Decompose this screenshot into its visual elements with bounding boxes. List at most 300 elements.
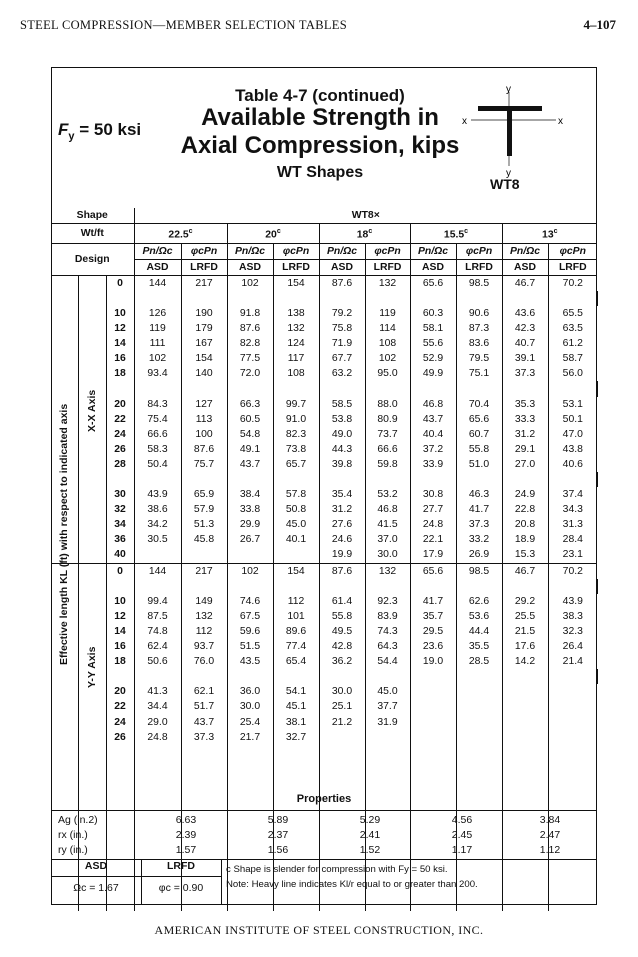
value-cell [365, 730, 410, 745]
asd-head: ASD [319, 259, 365, 275]
property-value: 1.56 [267, 844, 289, 856]
value-cell: 33.8 [227, 502, 273, 517]
value-cell [456, 699, 502, 714]
value-cell: 87.6 [319, 563, 365, 579]
value-cell: 79.5 [456, 351, 502, 366]
value-cell: 39.1 [502, 351, 548, 366]
value-cell: 117 [273, 351, 319, 366]
asd-head: ASD [134, 259, 181, 275]
value-cell: 51.7 [181, 699, 227, 714]
axis-x-right: x [558, 116, 563, 127]
value-cell: 19.9 [319, 547, 365, 563]
strength-table [51, 208, 598, 911]
value-cell: 57.9 [181, 502, 227, 517]
value-cell: 126 [134, 306, 181, 321]
value-cell: 20.8 [502, 517, 548, 532]
kl-cell [106, 760, 134, 775]
value-cell [273, 472, 319, 487]
value-cell: 217 [181, 563, 227, 579]
axis-col [78, 321, 106, 336]
value-cell: 93.7 [181, 639, 227, 654]
spacer-row [51, 669, 597, 684]
value-cell: 179 [181, 321, 227, 336]
value-cell: 43.7 [181, 714, 227, 729]
value-cell: 65.5 [562, 307, 583, 319]
yy-row [51, 654, 597, 669]
value-cell: 119 [365, 306, 410, 321]
weight-header: 13$^c$ [502, 224, 597, 243]
value-cell: 64.3 [365, 639, 410, 654]
value-cell: 50.8 [273, 502, 319, 517]
value-cell: 35.7 [410, 609, 456, 624]
weight-header: 15.5$^c$ [410, 224, 502, 243]
axis-col [78, 579, 106, 594]
value-cell: 59.8 [365, 457, 410, 472]
value-cell: 70.2 [562, 565, 583, 577]
lrfd-label: LRFD [167, 860, 195, 872]
value-cell [181, 745, 227, 760]
value-cell: 43.8 [562, 443, 583, 455]
axis-col [78, 472, 106, 487]
value-cell [134, 547, 181, 563]
axis-col [78, 275, 106, 291]
value-cell [548, 684, 597, 699]
value-cell [502, 684, 548, 699]
xx-row [51, 275, 597, 291]
value-cell [134, 775, 181, 790]
value-cell: 41.7 [410, 594, 456, 609]
axis-col [51, 336, 78, 351]
value-cell [456, 760, 502, 775]
lrfd-col-head: φcPn [181, 243, 227, 259]
value-cell [319, 291, 365, 306]
value-cell [227, 669, 273, 684]
value-cell: 138 [273, 306, 319, 321]
value-cell [134, 381, 181, 396]
value-cell: 58.7 [562, 353, 583, 365]
asd-col-head: Pn/Ωc [502, 243, 548, 259]
value-cell: 67.5 [227, 609, 273, 624]
kl-cell: 22 [106, 412, 134, 427]
value-cell: 34.3 [562, 504, 583, 516]
value-cell: 34.2 [134, 517, 181, 532]
axis-col [78, 730, 106, 745]
value-cell: 24.6 [319, 532, 365, 547]
property-value: 4.56 [451, 814, 473, 826]
value-cell: 41.3 [134, 684, 181, 699]
property-label: ry (in.) [58, 844, 88, 856]
value-cell: 65.7 [273, 457, 319, 472]
property-value: 2.45 [451, 829, 473, 841]
value-cell [456, 775, 502, 790]
kl-cell: 40 [106, 547, 134, 563]
yy-row [51, 609, 597, 624]
value-cell: 75.8 [319, 321, 365, 336]
value-cell: 51.3 [181, 517, 227, 532]
value-cell [410, 730, 456, 745]
kl-cell: 14 [106, 336, 134, 351]
value-cell [502, 669, 548, 684]
value-cell [502, 291, 548, 306]
axis-col [78, 306, 106, 321]
axis-col [78, 487, 106, 502]
value-cell: 36.2 [319, 654, 365, 669]
value-cell [273, 547, 319, 563]
value-cell: 74.3 [365, 624, 410, 639]
value-cell [319, 775, 365, 790]
value-cell: 63.5 [562, 323, 583, 335]
value-cell: 91.0 [273, 412, 319, 427]
value-cell: 43.9 [562, 595, 583, 607]
value-cell: 50.1 [562, 413, 583, 425]
value-cell [502, 881, 548, 896]
wt-shape-icon [456, 84, 566, 180]
value-cell [227, 745, 273, 760]
value-cell [181, 472, 227, 487]
value-cell: 15.3 [502, 547, 548, 563]
xx-row [51, 351, 597, 366]
value-cell: 55.8 [456, 442, 502, 457]
value-cell [548, 775, 597, 790]
design-label: Design [51, 243, 134, 275]
xx-row [51, 366, 597, 381]
value-cell: 46.8 [410, 397, 456, 412]
value-cell [134, 291, 181, 306]
value-cell [227, 547, 273, 563]
axis-col [78, 745, 106, 760]
value-cell: 21.4 [562, 656, 583, 668]
property-value: 1.52 [359, 844, 381, 856]
value-cell: 75.7 [181, 457, 227, 472]
value-cell [502, 760, 548, 775]
value-cell: 29.1 [502, 442, 548, 457]
value-cell: 43.7 [410, 412, 456, 427]
heavy-line-note: Note: Heavy line indicates Kl/r equal to or greater than 200. [226, 879, 478, 890]
value-cell: 100 [181, 427, 227, 442]
kl-cell: 16 [106, 351, 134, 366]
table-subtitle: WT Shapes [276, 164, 364, 181]
axis-col [51, 699, 78, 714]
xx-row [51, 502, 597, 517]
value-cell: 31.9 [365, 714, 410, 729]
value-cell: 54.8 [227, 427, 273, 442]
value-cell: 119 [134, 321, 181, 336]
value-cell: 93.4 [134, 366, 181, 381]
value-cell: 45.8 [181, 532, 227, 547]
yy-axis-label: Y-Y Axis [86, 646, 98, 688]
value-cell [273, 745, 319, 760]
value-cell [273, 775, 319, 790]
shape-value: WT8× [134, 208, 597, 224]
value-cell: 62.1 [181, 684, 227, 699]
asd-head: ASD [227, 259, 273, 275]
value-cell [227, 291, 273, 306]
value-cell: 101 [273, 609, 319, 624]
value-cell: 102 [365, 351, 410, 366]
value-cell: 108 [273, 366, 319, 381]
yy-row [51, 714, 597, 729]
value-cell [456, 684, 502, 699]
spacer-row [51, 291, 597, 306]
value-cell [319, 669, 365, 684]
value-cell: 63.2 [319, 366, 365, 381]
value-cell: 98.5 [456, 563, 502, 579]
value-cell [227, 381, 273, 396]
value-cell: 82.8 [227, 336, 273, 351]
value-cell [456, 896, 502, 911]
phi-value: φc = 0.90 [158, 882, 204, 894]
value-cell: 50.4 [134, 457, 181, 472]
value-cell: 54.4 [365, 654, 410, 669]
kl-cell: 26 [106, 730, 134, 745]
value-cell: 77.5 [227, 351, 273, 366]
value-cell [273, 760, 319, 775]
kl-cell: 24 [106, 427, 134, 442]
value-cell [548, 896, 597, 911]
value-cell: 51.0 [456, 457, 502, 472]
value-cell: 53.8 [319, 412, 365, 427]
value-cell [319, 472, 365, 487]
value-cell: 54.1 [273, 684, 319, 699]
value-cell [319, 745, 365, 760]
value-cell [548, 865, 597, 880]
lrfd-head: LRFD [181, 259, 227, 275]
value-cell [548, 669, 597, 684]
value-cell: 29.9 [227, 517, 273, 532]
value-cell: 60.5 [227, 412, 273, 427]
weight-header: 20$^c$ [227, 224, 319, 243]
kl-cell: 0 [106, 275, 134, 291]
axis-col [51, 366, 78, 381]
value-cell [502, 865, 548, 880]
property-value: 1.12 [539, 844, 561, 856]
value-cell: 37.2 [410, 442, 456, 457]
value-cell: 32.7 [273, 730, 319, 745]
value-cell: 33.3 [502, 412, 548, 427]
value-cell [273, 896, 319, 911]
value-cell: 70.2 [562, 277, 583, 289]
xx-row [51, 397, 597, 412]
value-cell [456, 291, 502, 306]
value-cell: 144 [134, 563, 181, 579]
lrfd-col-head: φcPn [456, 243, 502, 259]
xx-row [51, 412, 597, 427]
value-cell: 87.6 [319, 275, 365, 291]
value-cell: 154 [273, 563, 319, 579]
kl-cell: 14 [106, 624, 134, 639]
value-cell: 44.4 [456, 624, 502, 639]
value-cell [548, 699, 597, 714]
value-cell: 91.8 [227, 306, 273, 321]
value-cell: 87.6 [181, 442, 227, 457]
value-cell [548, 881, 597, 896]
property-value: 5.29 [359, 814, 381, 826]
value-cell: 144 [134, 275, 181, 291]
value-cell: 27.6 [319, 517, 365, 532]
value-cell [365, 896, 410, 911]
axis-col [78, 517, 106, 532]
value-cell: 26.4 [562, 641, 583, 653]
value-cell [134, 669, 181, 684]
kl-cell [106, 381, 134, 396]
xx-row [51, 517, 597, 532]
kl-cell [106, 775, 134, 790]
spacer-row [51, 579, 597, 594]
value-cell: 76.0 [181, 654, 227, 669]
yy-row [51, 639, 597, 654]
value-cell: 217 [181, 275, 227, 291]
value-cell: 75.4 [134, 412, 181, 427]
value-cell: 132 [273, 321, 319, 336]
value-cell: 56.0 [562, 368, 583, 380]
value-cell [410, 472, 456, 487]
value-cell [548, 291, 597, 306]
value-cell: 31.2 [502, 427, 548, 442]
footer-col-divider-2 [221, 859, 222, 905]
value-cell: 37.3 [456, 517, 502, 532]
table-title-line2: Axial Compression, kips [180, 132, 460, 159]
value-cell: 87.6 [227, 321, 273, 336]
value-cell [181, 760, 227, 775]
axis-x-left: x [462, 116, 467, 127]
property-value: 2.47 [539, 829, 561, 841]
value-cell [181, 579, 227, 594]
axis-col [51, 684, 78, 699]
fy-symbol: F [58, 120, 69, 139]
axis-col [78, 442, 106, 457]
value-cell: 114 [365, 321, 410, 336]
value-cell: 132 [365, 275, 410, 291]
value-cell: 42.3 [502, 321, 548, 336]
value-cell [134, 760, 181, 775]
axis-col [78, 699, 106, 714]
value-cell: 132 [365, 563, 410, 579]
value-cell: 154 [181, 351, 227, 366]
filler-row [51, 745, 597, 760]
value-cell [456, 472, 502, 487]
value-cell [227, 579, 273, 594]
shape-label: WT8 [490, 176, 520, 192]
axis-col [51, 321, 78, 336]
kl-cell: 26 [106, 442, 134, 457]
property-value: 2.39 [175, 829, 197, 841]
value-cell: 53.2 [365, 487, 410, 502]
value-cell: 88.0 [365, 397, 410, 412]
value-cell [181, 669, 227, 684]
value-cell: 102 [227, 563, 273, 579]
value-cell: 65.9 [181, 487, 227, 502]
value-cell [365, 291, 410, 306]
value-cell: 50.6 [134, 654, 181, 669]
property-value: 3.84 [539, 814, 561, 826]
value-cell: 33.9 [410, 457, 456, 472]
value-cell: 132 [181, 609, 227, 624]
properties-title: Properties [296, 793, 352, 805]
value-cell: 25.4 [227, 714, 273, 729]
value-cell: 43.9 [134, 487, 181, 502]
value-cell [227, 760, 273, 775]
yy-row [51, 594, 597, 609]
value-cell: 31.2 [319, 502, 365, 517]
value-cell: 24.8 [134, 730, 181, 745]
value-cell [181, 291, 227, 306]
value-cell: 17.6 [502, 639, 548, 654]
value-cell: 30.8 [410, 487, 456, 502]
value-cell: 40.4 [410, 427, 456, 442]
shape-row [51, 208, 597, 224]
value-cell: 30.0 [365, 547, 410, 563]
value-cell [227, 775, 273, 790]
value-cell: 24.8 [410, 517, 456, 532]
spacer-row [51, 472, 597, 487]
page-number: 4–107 [583, 17, 616, 32]
value-cell [456, 714, 502, 729]
value-cell: 17.9 [410, 547, 456, 563]
axis-col [51, 714, 78, 729]
footer-sub-divider [51, 876, 221, 877]
value-cell: 49.5 [319, 624, 365, 639]
kl-cell: 10 [106, 306, 134, 321]
axis-col [51, 291, 78, 306]
value-cell: 65.6 [456, 412, 502, 427]
value-cell: 190 [181, 306, 227, 321]
value-cell [548, 381, 597, 396]
shape-label: Shape [51, 208, 134, 224]
axis-col [78, 594, 106, 609]
value-cell: 21.5 [502, 624, 548, 639]
value-cell [410, 896, 456, 911]
axis-col [78, 563, 106, 579]
value-cell: 39.8 [319, 457, 365, 472]
axis-col [78, 547, 106, 563]
value-cell: 29.0 [134, 714, 181, 729]
lrfd-head: LRFD [548, 259, 597, 275]
value-cell: 46.7 [502, 563, 548, 579]
kl-cell [106, 896, 134, 911]
value-cell: 84.3 [134, 397, 181, 412]
property-value: 1.17 [451, 844, 473, 856]
value-cell: 28.5 [456, 654, 502, 669]
value-cell [319, 896, 365, 911]
xx-row [51, 336, 597, 351]
value-cell [134, 745, 181, 760]
value-cell: 99.4 [134, 594, 181, 609]
value-cell: 35.4 [319, 487, 365, 502]
value-cell: 149 [181, 594, 227, 609]
kl-cell [106, 291, 134, 306]
value-cell: 33.2 [456, 532, 502, 547]
value-cell [365, 669, 410, 684]
value-cell: 79.2 [319, 306, 365, 321]
axis-col [78, 502, 106, 517]
value-cell [319, 381, 365, 396]
kl-cell: 24 [106, 714, 134, 729]
value-cell [134, 579, 181, 594]
lrfd-col-head: φcPn [548, 243, 597, 259]
kl-cell: 22 [106, 699, 134, 714]
value-cell: 40.6 [562, 458, 583, 470]
value-cell: 45.1 [273, 699, 319, 714]
xx-row [51, 487, 597, 502]
value-cell: 30.0 [319, 684, 365, 699]
value-cell: 25.1 [319, 699, 365, 714]
asd-col-head: Pn/Ωc [227, 243, 273, 259]
value-cell [548, 714, 597, 729]
yy-row [51, 684, 597, 699]
value-cell [365, 472, 410, 487]
axis-col [78, 609, 106, 624]
value-cell: 73.8 [273, 442, 319, 457]
